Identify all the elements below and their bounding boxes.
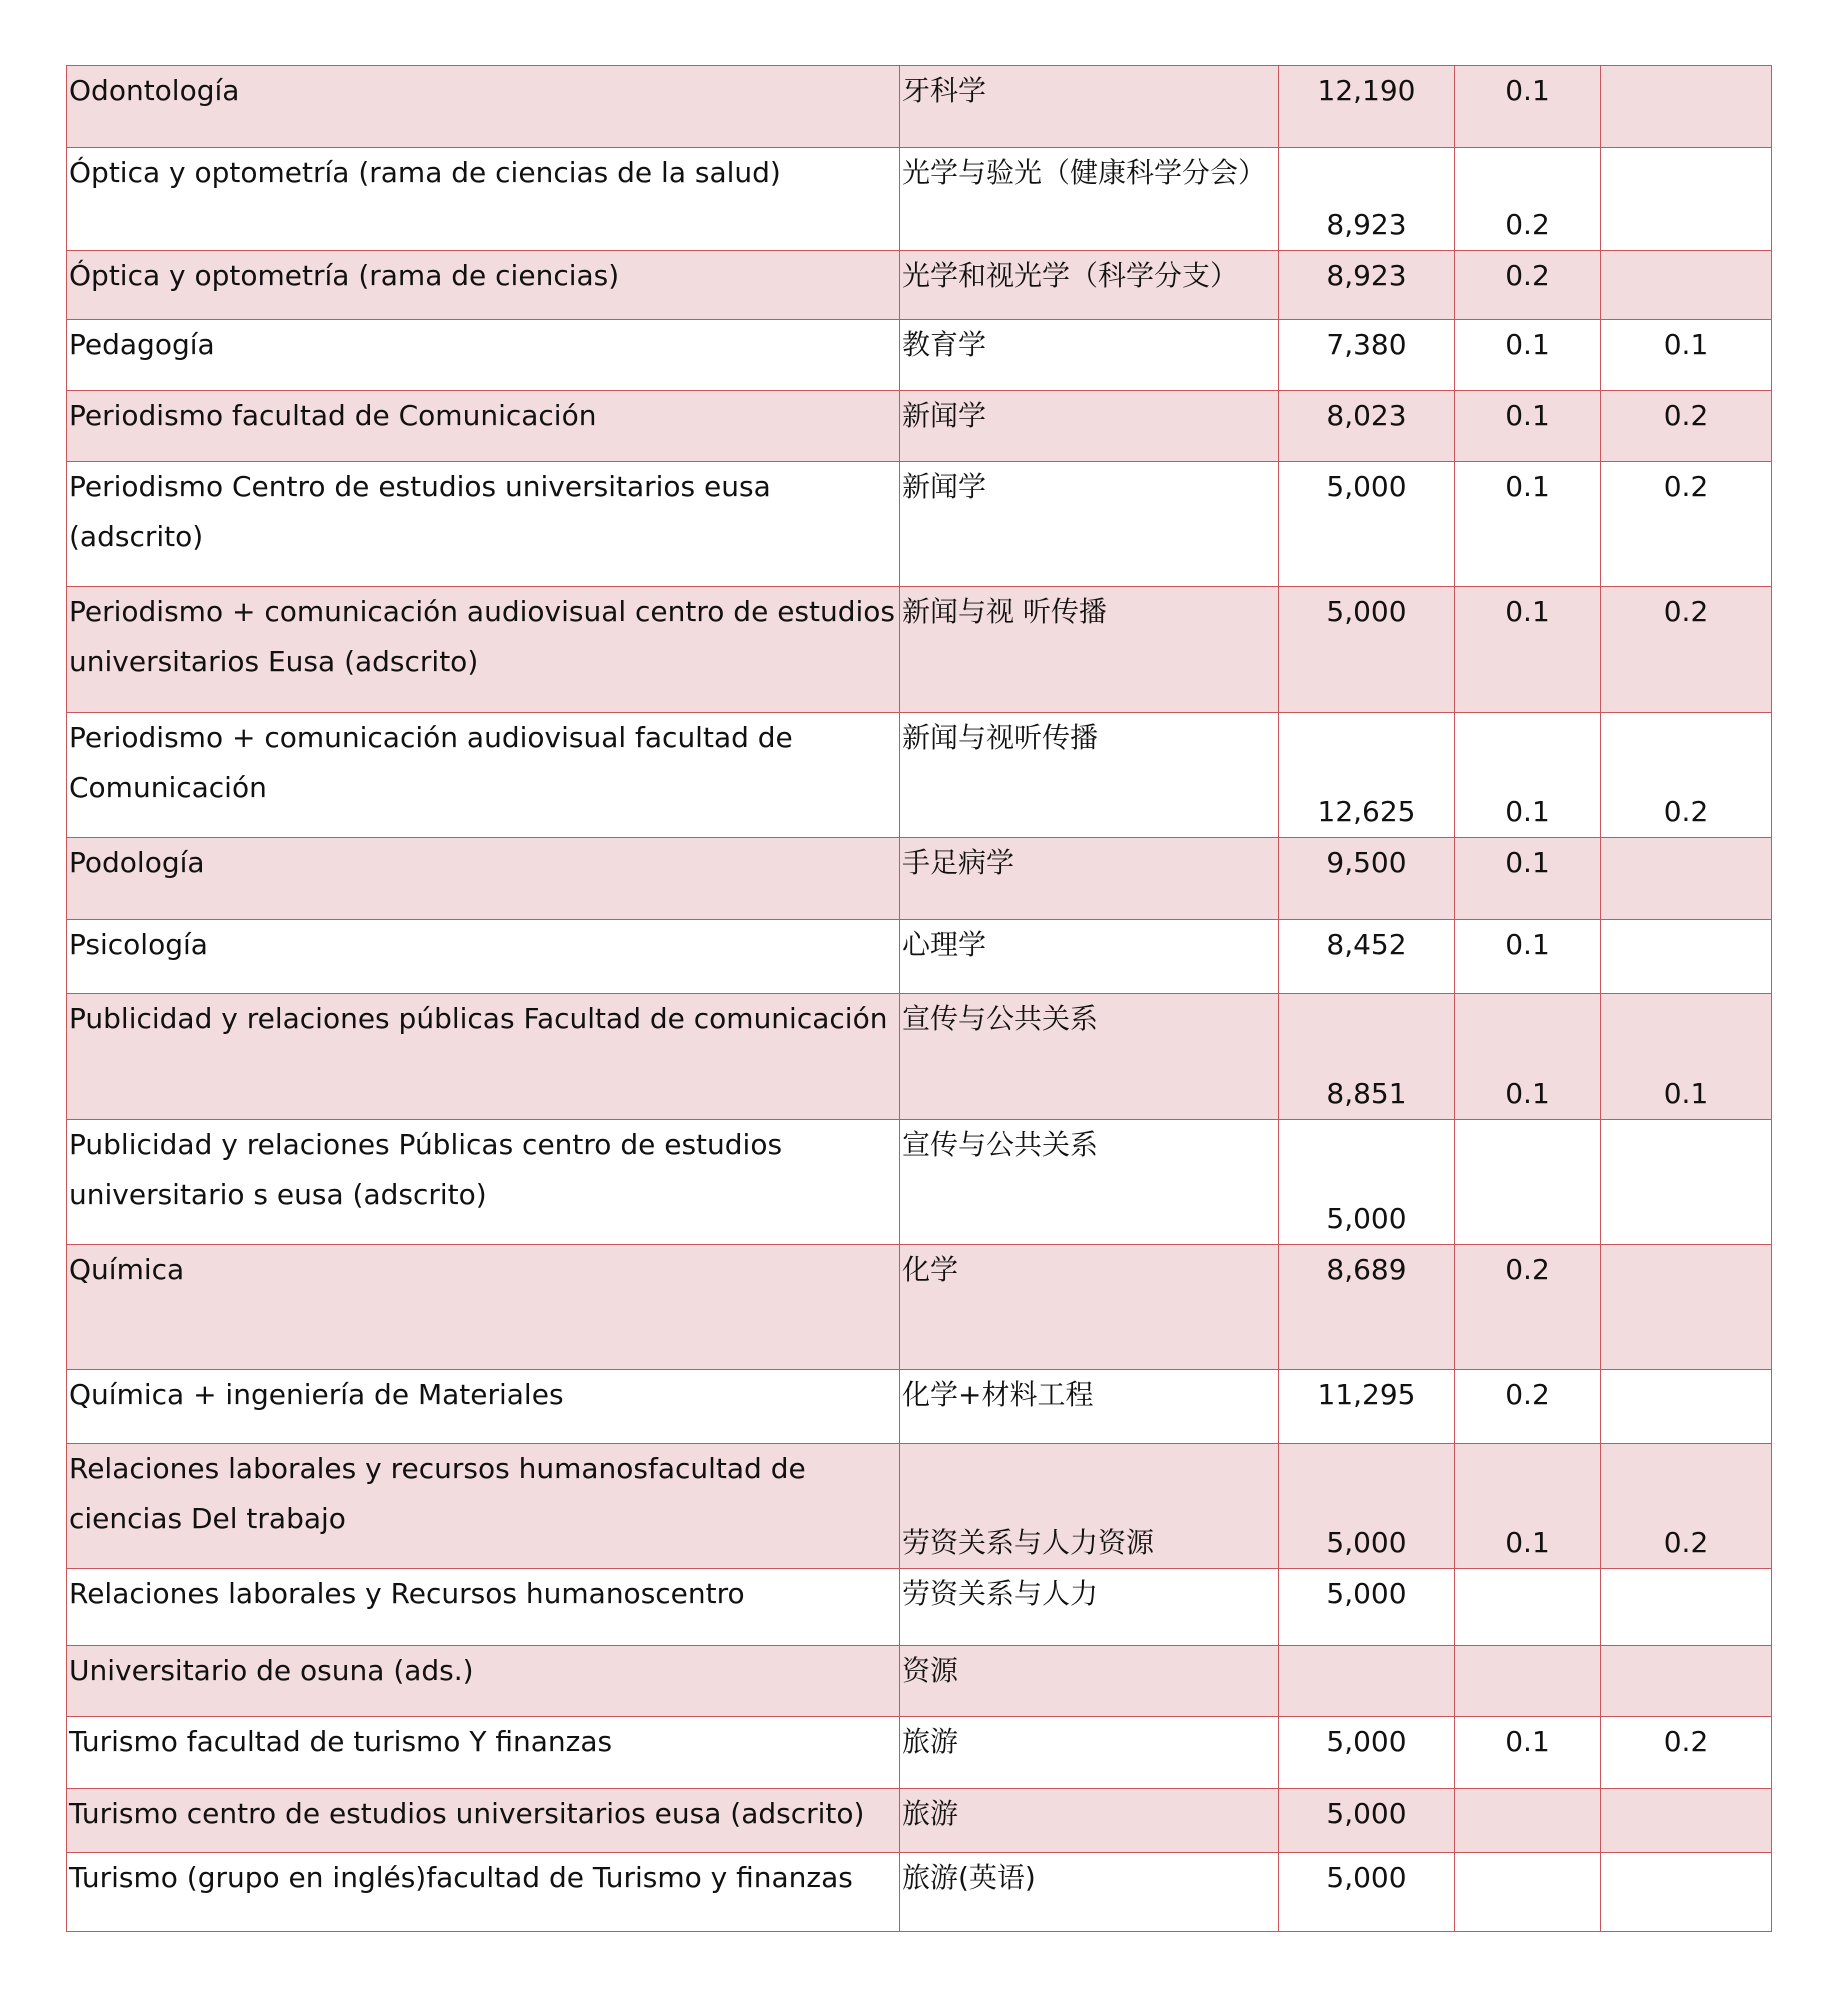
degree-name-zh: 劳资关系与人力 xyxy=(900,1569,1279,1646)
tuition-fee: 8,923 xyxy=(1279,251,1455,320)
value-col-2 xyxy=(1601,1370,1772,1444)
tuition-fee: 8,452 xyxy=(1279,920,1455,994)
value-col-1 xyxy=(1455,1120,1601,1245)
value-col-2: 0.2 xyxy=(1601,462,1772,587)
value-col-1: 0.2 xyxy=(1455,1245,1601,1370)
degree-name-es: Periodismo Centro de estudios universitarios eusa (adscrito) xyxy=(67,462,900,587)
value-col-2: 0.2 xyxy=(1601,391,1772,462)
value-col-2 xyxy=(1601,1646,1772,1717)
value-col-2 xyxy=(1601,1789,1772,1853)
value-col-2 xyxy=(1601,1120,1772,1245)
tuition-fee: 5,000 xyxy=(1279,587,1455,713)
tuition-fee: 11,295 xyxy=(1279,1370,1455,1444)
table-row xyxy=(67,994,1772,1120)
value-col-2 xyxy=(1601,1853,1772,1932)
tuition-fee: 7,380 xyxy=(1279,320,1455,391)
value-col-2 xyxy=(1601,148,1772,251)
degree-name-es: Publicidad y relaciones Públicas centro de estudios universitario s eusa (adscrito) xyxy=(67,1120,900,1245)
degree-name-es: Pedagogía xyxy=(67,320,900,391)
tuition-fee: 9,500 xyxy=(1279,838,1455,920)
table-row xyxy=(67,1245,1772,1370)
degree-name-es: Química xyxy=(67,1245,900,1370)
table-row xyxy=(67,1569,1772,1646)
table-row xyxy=(67,251,1772,320)
degree-name-es: Turismo centro de estudios universitarios eusa (adscrito) xyxy=(67,1789,900,1853)
table-row xyxy=(67,1853,1772,1932)
degree-name-es: Publicidad y relaciones públicas Facultad de comunicación xyxy=(67,994,900,1120)
tuition-fee: 8,851 xyxy=(1279,994,1455,1120)
value-col-1 xyxy=(1455,1789,1601,1853)
degree-name-es: Podología xyxy=(67,838,900,920)
degree-name-es: Química + ingeniería de Materiales xyxy=(67,1370,900,1444)
tuition-fee: 8,689 xyxy=(1279,1245,1455,1370)
table-row xyxy=(67,1120,1772,1245)
value-col-2: 0.1 xyxy=(1601,320,1772,391)
table-row xyxy=(67,920,1772,994)
table-row xyxy=(67,320,1772,391)
degree-name-es: Odontología xyxy=(67,66,900,148)
value-col-1 xyxy=(1455,1569,1601,1646)
degree-name-es: Universitario de osuna (ads.) xyxy=(67,1646,900,1717)
degree-name-es: Periodismo facultad de Comunicación xyxy=(67,391,900,462)
tuition-fee: 12,190 xyxy=(1279,66,1455,148)
value-col-2: 0.1 xyxy=(1601,994,1772,1120)
fees-table xyxy=(66,65,1772,1932)
value-col-2 xyxy=(1601,66,1772,148)
value-col-2: 0.2 xyxy=(1601,713,1772,838)
table-row xyxy=(67,148,1772,251)
value-col-1: 0.1 xyxy=(1455,1717,1601,1789)
degree-name-es: Psicología xyxy=(67,920,900,994)
degree-name-zh: 宣传与公共关系 xyxy=(900,994,1279,1120)
table-row xyxy=(67,1646,1772,1717)
degree-name-zh: 新闻与视 听传播 xyxy=(900,587,1279,713)
value-col-1: 0.1 xyxy=(1455,994,1601,1120)
value-col-1: 0.1 xyxy=(1455,1444,1601,1569)
degree-name-zh: 宣传与公共关系 xyxy=(900,1120,1279,1245)
tuition-fee: 5,000 xyxy=(1279,1853,1455,1932)
tuition-fee: 5,000 xyxy=(1279,1789,1455,1853)
table-row xyxy=(67,1444,1772,1569)
degree-name-es: Periodismo + comunicación audiovisual facultad de Comunicación xyxy=(67,713,900,838)
degree-name-es: Periodismo + comunicación audiovisual centro de estudios universitarios Eusa (adscrito) xyxy=(67,587,900,713)
value-col-1: 0.1 xyxy=(1455,66,1601,148)
value-col-2 xyxy=(1601,251,1772,320)
degree-name-zh: 旅游 xyxy=(900,1717,1279,1789)
degree-name-zh: 新闻学 xyxy=(900,462,1279,587)
table-row xyxy=(67,462,1772,587)
value-col-1 xyxy=(1455,1853,1601,1932)
value-col-2 xyxy=(1601,838,1772,920)
degree-name-zh: 牙科学 xyxy=(900,66,1279,148)
value-col-1: 0.1 xyxy=(1455,462,1601,587)
tuition-fee: 12,625 xyxy=(1279,713,1455,838)
value-col-2: 0.2 xyxy=(1601,587,1772,713)
degree-name-zh: 劳资关系与人力资源 xyxy=(900,1444,1279,1569)
tuition-fee: 5,000 xyxy=(1279,1717,1455,1789)
degree-name-zh: 光学和视光学（科学分支） xyxy=(900,251,1279,320)
value-col-1: 0.1 xyxy=(1455,920,1601,994)
value-col-1: 0.1 xyxy=(1455,713,1601,838)
degree-name-zh: 旅游 xyxy=(900,1789,1279,1853)
degree-name-zh: 新闻与视听传播 xyxy=(900,713,1279,838)
degree-name-zh: 资源 xyxy=(900,1646,1279,1717)
table-body xyxy=(67,66,1772,1932)
degree-name-zh: 心理学 xyxy=(900,920,1279,994)
tuition-fee: 8,023 xyxy=(1279,391,1455,462)
degree-name-es: Turismo facultad de turismo Y finanzas xyxy=(67,1717,900,1789)
value-col-1: 0.1 xyxy=(1455,587,1601,713)
table-row xyxy=(67,66,1772,148)
value-col-2: 0.2 xyxy=(1601,1717,1772,1789)
table-row xyxy=(67,391,1772,462)
value-col-2 xyxy=(1601,1245,1772,1370)
tuition-fee xyxy=(1279,1646,1455,1717)
value-col-2: 0.2 xyxy=(1601,1444,1772,1569)
value-col-1: 0.2 xyxy=(1455,148,1601,251)
tuition-fee: 5,000 xyxy=(1279,462,1455,587)
degree-name-zh: 化学 xyxy=(900,1245,1279,1370)
table-row xyxy=(67,587,1772,713)
degree-name-es: Relaciones laborales y recursos humanosfacultad de ciencias Del trabajo xyxy=(67,1444,900,1569)
tuition-fee: 5,000 xyxy=(1279,1120,1455,1245)
table-row xyxy=(67,713,1772,838)
table-row xyxy=(67,1717,1772,1789)
degree-name-zh: 光学与验光（健康科学分会） xyxy=(900,148,1279,251)
value-col-2 xyxy=(1601,920,1772,994)
degree-name-zh: 新闻学 xyxy=(900,391,1279,462)
degree-name-es: Turismo (grupo en inglés)facultad de Turismo y finanzas xyxy=(67,1853,900,1932)
tuition-fee: 8,923 xyxy=(1279,148,1455,251)
value-col-1: 0.1 xyxy=(1455,320,1601,391)
degree-name-es: Óptica y optometría (rama de ciencias de la salud) xyxy=(67,148,900,251)
tuition-fee: 5,000 xyxy=(1279,1569,1455,1646)
value-col-1: 0.1 xyxy=(1455,838,1601,920)
value-col-1 xyxy=(1455,1646,1601,1717)
table-row xyxy=(67,1789,1772,1853)
degree-name-es: Óptica y optometría (rama de ciencias) xyxy=(67,251,900,320)
value-col-1: 0.1 xyxy=(1455,391,1601,462)
value-col-2 xyxy=(1601,1569,1772,1646)
value-col-1: 0.2 xyxy=(1455,1370,1601,1444)
value-col-1: 0.2 xyxy=(1455,251,1601,320)
degree-name-zh: 教育学 xyxy=(900,320,1279,391)
degree-name-zh: 旅游(英语) xyxy=(900,1853,1279,1932)
table-row xyxy=(67,1370,1772,1444)
degree-name-zh: 化学+材料工程 xyxy=(900,1370,1279,1444)
tuition-fee: 5,000 xyxy=(1279,1444,1455,1569)
table-row xyxy=(67,838,1772,920)
degree-name-es: Relaciones laborales y Recursos humanoscentro xyxy=(67,1569,900,1646)
degree-name-zh: 手足病学 xyxy=(900,838,1279,920)
